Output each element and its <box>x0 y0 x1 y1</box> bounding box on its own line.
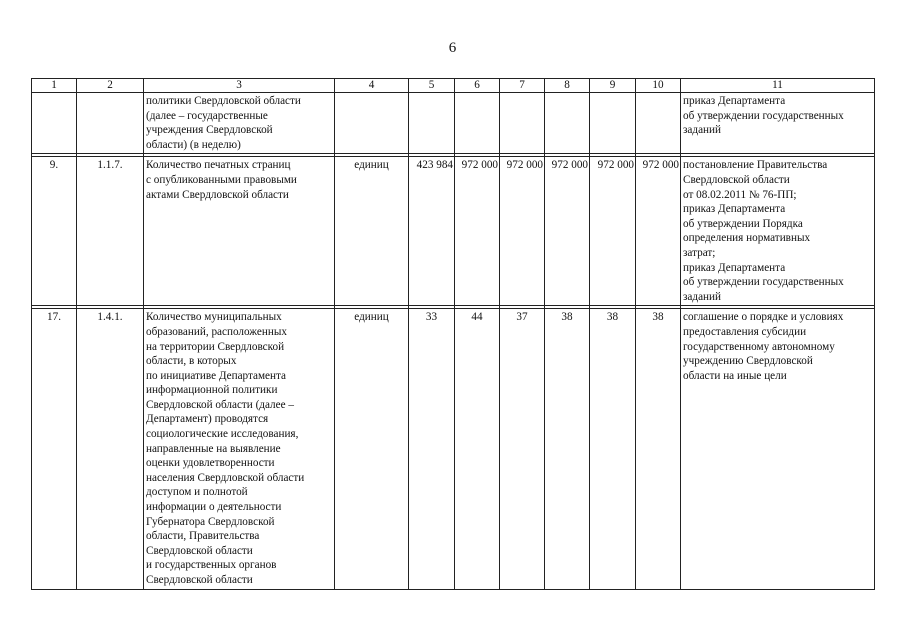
code-cell: 1.1.7. <box>77 157 144 306</box>
value-cell: 972 000 <box>590 157 636 306</box>
source-document-cell: соглашение о порядке и условиях предоставления субсидии государственному автономному учреждению Свердловской области на иные цели <box>681 309 875 590</box>
indicator-name-cell: политики Свердловской области (далее – государственные учреждения Свердловской области) (в неделю) <box>144 93 335 154</box>
column-header: 8 <box>545 79 590 93</box>
source-document-cell: приказ Департамента об утверждении государственных заданий <box>681 93 875 154</box>
column-header: 10 <box>636 79 681 93</box>
unit-cell <box>335 93 409 154</box>
column-header: 5 <box>409 79 455 93</box>
unit-cell: единиц <box>335 157 409 306</box>
column-header: 7 <box>500 79 545 93</box>
value-cell: 33 <box>409 309 455 590</box>
table-row <box>32 309 875 590</box>
value-cell <box>500 93 545 154</box>
value-cell: 38 <box>636 309 681 590</box>
value-cell: 37 <box>500 309 545 590</box>
code-cell: 1.4.1. <box>77 309 144 590</box>
table-row <box>32 93 875 154</box>
column-header: 2 <box>77 79 144 93</box>
indicator-name-cell: Количество печатных страниц с опубликованными правовыми актами Свердловской области <box>144 157 335 306</box>
column-header: 4 <box>335 79 409 93</box>
source-document-cell: постановление Правительства Свердловской области от 08.02.2011 № 76-ПП; приказ Департамента об утверждении Порядка определения нормативных затрат; приказ Департамента об утверждении государственных заданий <box>681 157 875 306</box>
value-cell <box>455 93 500 154</box>
column-header: 9 <box>590 79 636 93</box>
row-number-cell <box>32 93 77 154</box>
value-cell <box>636 93 681 154</box>
value-cell: 38 <box>545 309 590 590</box>
column-header: 11 <box>681 79 875 93</box>
table-header-row <box>32 79 875 93</box>
row-number-cell: 9. <box>32 157 77 306</box>
value-cell: 972 000 <box>545 157 590 306</box>
indicators-table <box>31 78 875 590</box>
value-cell <box>590 93 636 154</box>
column-header: 1 <box>32 79 77 93</box>
value-cell: 972 000 <box>455 157 500 306</box>
value-cell: 38 <box>590 309 636 590</box>
page-number: 6 <box>448 40 457 56</box>
value-cell: 972 000 <box>636 157 681 306</box>
value-cell: 423 984 <box>409 157 455 306</box>
unit-cell: единиц <box>335 309 409 590</box>
value-cell: 44 <box>455 309 500 590</box>
value-cell <box>409 93 455 154</box>
column-header: 3 <box>144 79 335 93</box>
code-cell <box>77 93 144 154</box>
value-cell: 972 000 <box>500 157 545 306</box>
table-row <box>32 157 875 306</box>
indicator-name-cell: Количество муниципальных образований, расположенных на территории Свердловской области, в которых по инициативе Департамента информационной политики Свердловской области (далее – Департамент) проводятся социологические исследования, направленные на выявление оценки удовлетворенности населения Свердловской области доступом и полнотой информации о деятельности Губернатора Свердловской области, Правительства Свердловской области и государственных органов Свердловской области <box>144 309 335 590</box>
value-cell <box>545 93 590 154</box>
column-header: 6 <box>455 79 500 93</box>
row-number-cell: 17. <box>32 309 77 590</box>
